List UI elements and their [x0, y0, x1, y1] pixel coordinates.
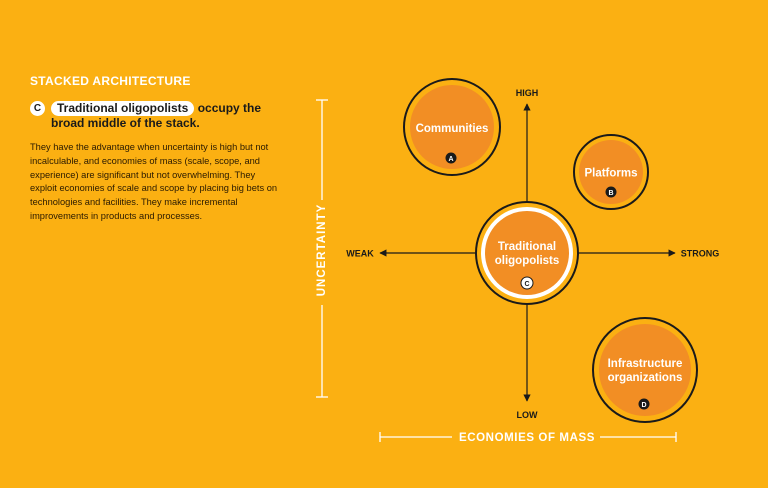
callout-highlight: Traditional oligopolists	[51, 101, 194, 116]
x-axis-title: ECONOMIES OF MASS	[458, 432, 596, 444]
node-communities	[404, 79, 500, 175]
y-axis-title: UNCERTAINTY	[316, 203, 329, 297]
axis-label-low: LOW	[516, 410, 538, 420]
callout-badge: C	[30, 101, 45, 116]
axis-label-high: HIGH	[515, 88, 539, 98]
callout-body: They have the advantage when uncertainty is high but not incalculable, and economies of mass (scale, scope, and experience) are significant but not overwhelming. They exploit economies of scale and scope by placing big bets on technologies and facilities. They make incremental improvements in products and processes.	[30, 142, 278, 221]
node-platforms	[574, 135, 648, 209]
node-platforms-label: Platforms	[584, 167, 638, 180]
node-communities-label: Communities	[415, 123, 489, 135]
node-infrastructure	[593, 318, 697, 422]
axis-label-weak: WEAK	[346, 248, 374, 259]
callout-rest: occupy the broad middle of the stack.	[51, 101, 262, 130]
node-communities-badge: A	[448, 155, 454, 163]
node-traditional-badge: C	[524, 280, 530, 288]
section-title: STACKED ARCHITECTURE	[30, 74, 191, 88]
node-platforms-badge: B	[608, 189, 614, 197]
axis-label-strong: STRONG	[680, 248, 720, 259]
node-traditional-label-2: oligopolists	[494, 255, 560, 267]
node-traditional-label-1: Traditional	[497, 241, 557, 253]
node-infrastructure-label-1: Infrastructure	[607, 358, 683, 370]
node-infrastructure-label-2: organizations	[607, 372, 683, 384]
node-infrastructure-badge: D	[641, 401, 647, 409]
node-traditional-oligopolists	[476, 202, 578, 304]
